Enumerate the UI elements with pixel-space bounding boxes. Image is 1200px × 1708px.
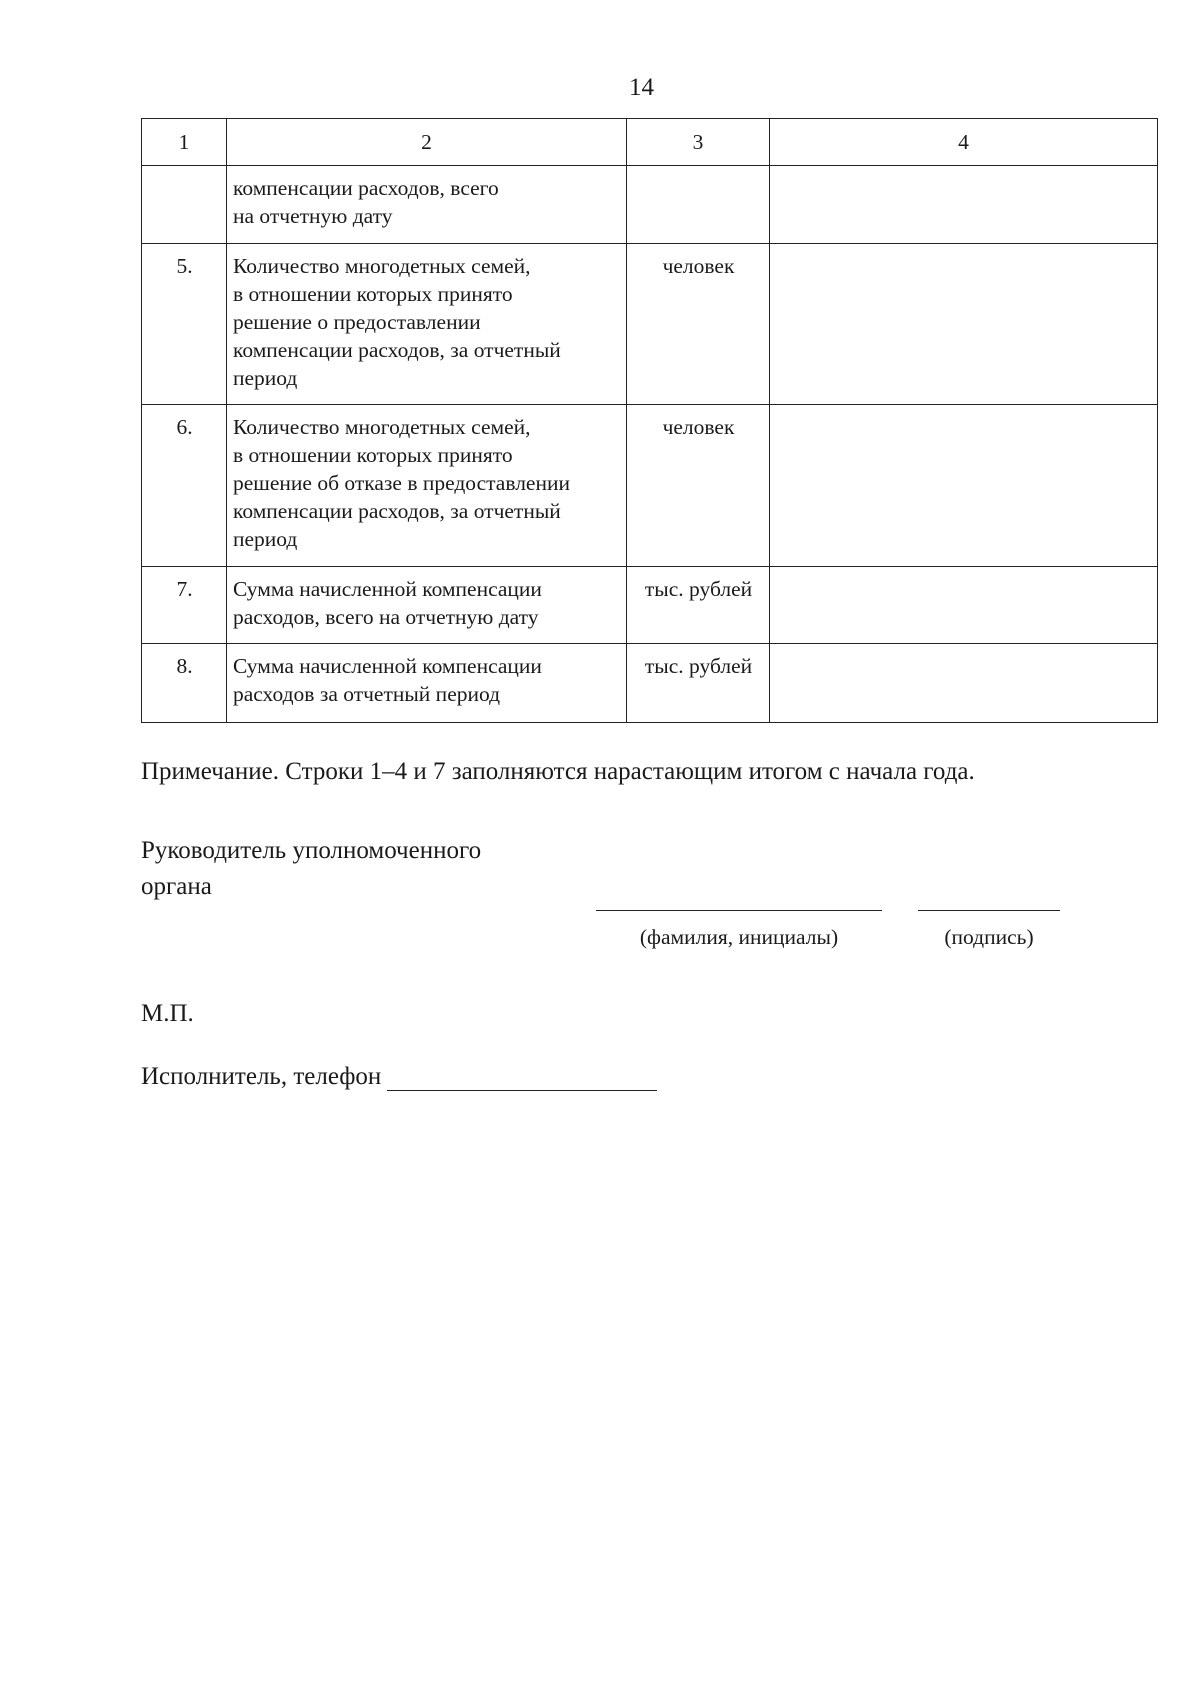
row-value[interactable] (770, 166, 1158, 244)
table-row (142, 567, 1158, 644)
row-unit: тыс. рублей (627, 567, 770, 644)
row-description: Сумма начисленной компенсации расходов, всего на отчетную дату (227, 567, 627, 644)
table-row (142, 244, 1158, 405)
row-description: Количество многодетных семей, в отношении которых принято решение о предоставлении компенсации расходов, за отчетный период (227, 244, 627, 405)
row-description: Количество многодетных семей, в отношении которых принято решение об отказе в предоставлении компенсации расходов, за отчетный период (227, 405, 627, 567)
row-unit: человек (627, 405, 770, 567)
signature-caption: (подпись) (944, 925, 1034, 949)
row-description: Сумма начисленной компенсации расходов за отчетный период (227, 644, 627, 723)
header-cell-1: 1 (142, 119, 227, 166)
table-row (142, 405, 1158, 567)
stamp-label: М.П. (141, 1000, 194, 1027)
name-caption: (фамилия, инициалы) (639, 925, 839, 949)
table-row (142, 644, 1158, 723)
table-row (142, 166, 1158, 244)
executor-phone-field[interactable] (387, 1064, 657, 1091)
row-value[interactable] (770, 405, 1158, 567)
header-cell-2: 2 (227, 119, 627, 166)
executor-label: Исполнитель, телефон (141, 1063, 382, 1090)
row-number (142, 166, 227, 244)
table-header-row (142, 119, 1158, 166)
row-value[interactable] (770, 567, 1158, 644)
row-value[interactable] (770, 644, 1158, 723)
page-number: 14 (629, 74, 654, 101)
row-number: 6. (142, 405, 227, 567)
row-unit: тыс. рублей (627, 644, 770, 723)
report-table (141, 118, 1158, 723)
executor-line (141, 1063, 657, 1091)
header-cell-3: 3 (627, 119, 770, 166)
signature-line[interactable] (918, 910, 1060, 911)
row-number: 8. (142, 644, 227, 723)
row-unit: человек (627, 244, 770, 405)
row-number: 5. (142, 244, 227, 405)
name-signature-line[interactable] (596, 910, 882, 911)
row-value[interactable] (770, 244, 1158, 405)
row-description: компенсации расходов, всего на отчетную дату (227, 166, 627, 244)
header-cell-4: 4 (770, 119, 1158, 166)
footnote: Примечание. Строки 1–4 и 7 заполняются нарастающим итогом с начала года. (141, 758, 975, 785)
row-unit (627, 166, 770, 244)
row-number: 7. (142, 567, 227, 644)
signer-title: Руководитель уполномоченного органа (141, 837, 482, 900)
